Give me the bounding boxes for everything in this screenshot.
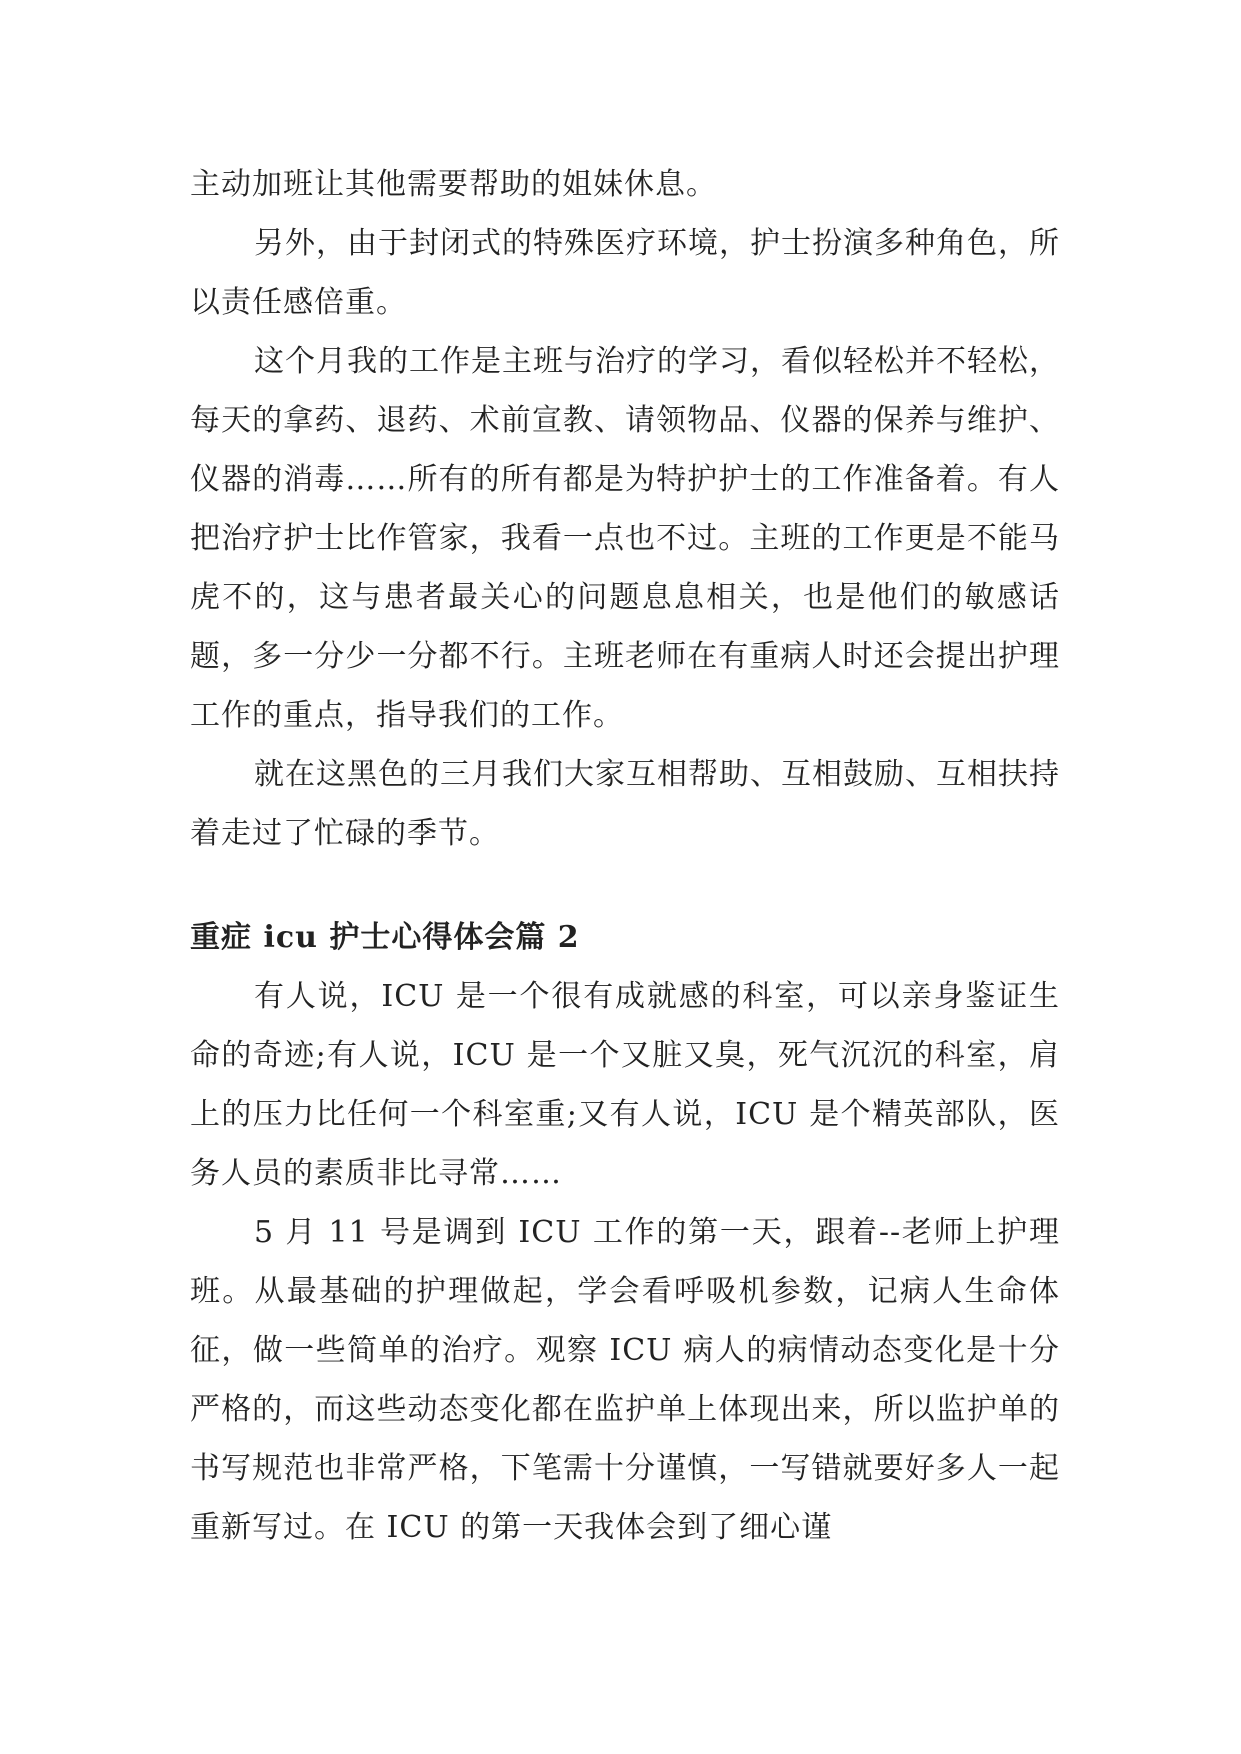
document-body: [190, 155, 1060, 1557]
paragraph-continuation: 主动加班让其他需要帮助的姐妹休息。: [190, 167, 717, 202]
paragraph: 5 月 11 号是调到 ICU 工作的第一天，跟着--老师上护理班。从最基础的护理做起，学会看呼吸机参数，记病人生命体征，做一些简单的治疗。观察 ICU 病人的病情动态变化是十分严格的，而这些动态变化都在监护单上体现出来，所以监护单的书写规范也非常严格，下笔需十分谨慎，一写错就要好多人一起重新写过。在 ICU 的第一天我体会到了细心谨: [190, 1215, 1060, 1545]
section-heading: 重症 icu 护士心得体会篇 2: [190, 920, 580, 955]
paragraph: 这个月我的工作是主班与治疗的学习，看似轻松并不轻松，每天的拿药、退药、术前宣教、请领物品、仪器的保养与维护、仪器的消毒……所有的所有都是为特护护士的工作准备着。有人把治疗护士比作管家，我看一点也不过。主班的工作更是不能马虎不的，这与患者最关心的问题息息相关，也是他们的敏感话题，多一分少一分都不行。主班老师在有重病人时还会提出护理工作的重点，指导我们的工作。: [190, 344, 1060, 733]
paragraph: 就在这黑色的三月我们大家互相帮助、互相鼓励、互相扶持着走过了忙碌的季节。: [190, 757, 1060, 851]
paragraph: 另外，由于封闭式的特殊医疗环境，护士扮演多种角色，所以责任感倍重。: [190, 226, 1060, 320]
paragraph: 有人说，ICU 是一个很有成就感的科室，可以亲身鉴证生命的奇迹;有人说，ICU 是一个又脏又臭，死气沉沉的科室，肩上的压力比任何一个科室重;又有人说，ICU 是个精英部队，医务人员的素质非比寻常……: [190, 979, 1060, 1191]
